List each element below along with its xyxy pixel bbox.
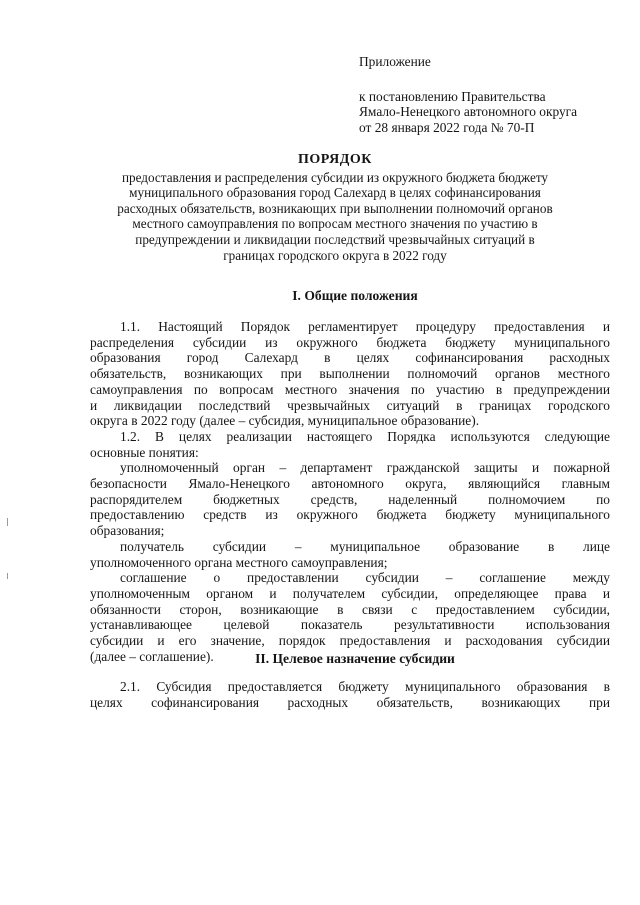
paragraph-line: 1.1. Настоящий Порядок регламентирует процедуру предоставления и (120, 319, 610, 334)
appendix-line: к постановлению Правительства (359, 88, 546, 104)
title-line: границах городского округа в 2022 году (223, 247, 447, 263)
paragraph-line: 1.2. В целях реализации настоящего Порядка используются следующие (120, 428, 610, 444)
paragraph-line: основные понятия: (90, 444, 199, 460)
document-title (70, 152, 600, 263)
paragraph-line: округа в 2022 году (далее – субсидия, муниципальное образование). (90, 413, 480, 429)
definition-line: обязанности сторон, возникающие в связи с предоставлением субсидии, (90, 601, 610, 617)
paragraph-line: распределения субсидии из окружного бюджета бюджету муниципального (90, 334, 610, 350)
paragraph-line: 2.1. Субсидия предоставляется бюджету муниципального образования в (120, 679, 610, 694)
definition-line: субсидии и его значение, порядок предоставления и расходования субсидии (90, 633, 610, 649)
paragraph-line: обязательств, возникающих при выполнении полномочий органов местного (90, 366, 610, 382)
title-line: предоставления и распределения субсидии из окружного бюджета бюджету (121, 169, 549, 185)
section-1-body (90, 319, 610, 664)
definition-line: безопасности Ямало-Ненецкого автономного округа, являющийся главным (90, 476, 610, 492)
appendix-block (359, 54, 634, 136)
section-2-heading: II. Целевое назначение субсидии (255, 651, 455, 666)
definition-line: устанавливающее целевой показатель результативности использования (90, 617, 610, 633)
appendix-line: Ямало-Ненецкого автономного округа (359, 104, 578, 120)
definition-line: распорядителем бюджетных средств, наделенный полномочием по (90, 491, 610, 507)
section-1-heading: I. Общие положения (292, 288, 418, 303)
title-line: местного самоуправления по вопросам местного значения по участию в (132, 216, 538, 232)
section-2-body (90, 679, 610, 710)
definition-line: уполномоченного органа местного самоуправления; (90, 554, 388, 570)
definition-line: (далее – соглашение). (90, 648, 214, 664)
title-line: расходных обязательств, возникающих при выполнении полномочий органов (117, 200, 553, 216)
paragraph-line: образования город Салехард в целях софинансирования расходных (90, 350, 610, 366)
scan-artifact (7, 573, 8, 579)
paragraph-line: и ликвидации последствий чрезвычайных ситуаций в границах городского (90, 397, 610, 413)
paragraph-line: самоуправления по вопросам местного значения по участию в предупреждении (90, 381, 610, 397)
paragraph-line: целях софинансирования расходных обязательств, возникающих при (90, 694, 610, 710)
definition-line: получатель субсидии – муниципальное образование в лице (120, 538, 610, 554)
appendix-title: Приложение (359, 54, 431, 69)
title-line: муниципального образования город Салехард в целях софинансирования (129, 185, 541, 201)
definition-line: соглашение о предоставлении субсидии – соглашение между (120, 570, 610, 586)
title-line: предупреждении и ликвидации последствий чрезвычайных ситуаций в (135, 232, 535, 248)
definition-line: уполномоченным органом и получателем субсидии, определяющее права и (90, 585, 610, 601)
scan-artifact (7, 518, 8, 526)
definition-line: предоставлению средств из окружного бюджета бюджету муниципального (90, 507, 610, 523)
appendix-line: от 28 января 2022 года № 70-П (359, 120, 535, 136)
definition-line: уполномоченный орган – департамент гражданской защиты и пожарной (120, 460, 610, 476)
definition-line: образования; (90, 523, 165, 539)
document-heading: ПОРЯДОК (298, 152, 372, 167)
